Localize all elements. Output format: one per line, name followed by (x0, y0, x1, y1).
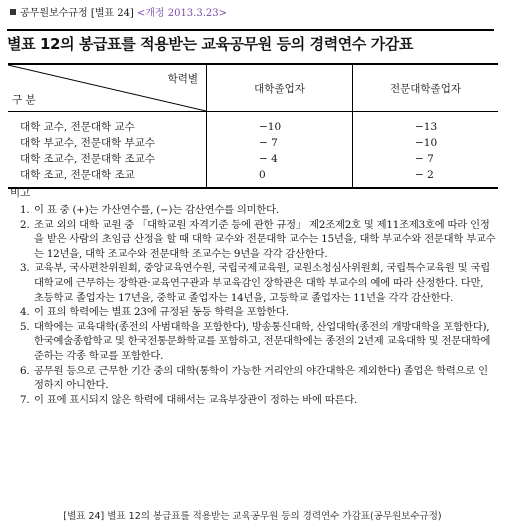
bullet-square-icon (10, 9, 16, 15)
remark-item (20, 320, 496, 364)
table-row (8, 167, 498, 188)
remark-item (20, 203, 496, 218)
remark-item (20, 305, 496, 320)
row-label: 대학 부교수, 전문대학 부교수 (8, 135, 207, 151)
remark-number: 3. (20, 262, 30, 275)
table-header-row (8, 64, 498, 112)
remarks-heading: 비고 (10, 187, 31, 199)
university-value: 0 (207, 167, 353, 188)
remark-text: 이 표의 학력에는 별표 23에 규정된 동등 학력을 포함한다. (34, 306, 289, 319)
remarks-list (20, 203, 496, 407)
college-value: − 2 (353, 167, 499, 188)
college-value: −10 (415, 137, 438, 149)
remark-text: 공무원 등으로 근무한 기간 중의 대학(통학이 가능한 거리안의 야간대학은 제외한다) 졸업은 학력으로 인정하지 아니한다. (34, 364, 488, 392)
university-value: − 4 (207, 151, 353, 167)
remark-item (20, 364, 496, 393)
remark-item (20, 218, 496, 262)
remark-number: 4. (20, 306, 30, 319)
row-label: 대학 조교, 전문대학 조교 (8, 167, 207, 188)
university-value: − 7 (207, 135, 353, 151)
remark-text: 이 표에 표시되지 않은 학력에 대해서는 교육부장관이 정하는 바에 따른다. (34, 393, 358, 406)
table-row (8, 135, 498, 151)
college-value: − 7 (415, 153, 434, 165)
remark-text: 교육부, 국사편찬위원회, 중앙교육연수원, 국립국제교육원, 교원소청심사위원회, 국립특수교육원 및 국립대학교에 근무하는 장학관·교육연구관과 부교육감인 장학관은 대학 부교수의 예에 따라 산정한다. 다만, 초등학교 졸업자는 17년을, 중학교 졸업자는 14년을, 고등학교 졸업자는 11년을 각각 감산한다. (34, 262, 490, 304)
remark-item (20, 261, 496, 305)
remark-text: 이 표 중 (+)는 가산연수를, (−)는 감산연수를 의미한다. (34, 204, 279, 216)
corner-cell (8, 64, 207, 112)
university-value: −10 (207, 112, 353, 136)
header-university-graduates: 대학졸업자 (207, 64, 353, 112)
figure-caption: [별표 24] 별표 12의 봉급표를 적용받는 교육공무원 등의 경력연수 가감표(공무원보수규정) (63, 511, 442, 522)
document-header (10, 4, 227, 19)
row-label: 대학 조교수, 전문대학 조교수 (8, 151, 207, 167)
adjustment-table (8, 63, 498, 189)
remark-number: 5. (20, 320, 30, 333)
remark-number: 2. (20, 218, 30, 231)
remark-number: 7. (20, 393, 30, 406)
college-value: −13 (415, 121, 438, 133)
revision-date: <개정 2013.3.23> (136, 8, 227, 19)
remark-number: 6. (20, 364, 30, 377)
remark-text: 조교 외의 대학 교원 중 「대학교원 자격기준 등에 관한 규정」 제2조제2호 및 제11조제3호에 따라 인정을 받은 사람의 초임급 산정을 할 때 대학 교수와 전문대학 교수는 15년을, 대학 부교수와 전문대학 부교수는 12년을, 대학 조교수와 전문대학 조교수는 9년을 각각 감산한다. (34, 218, 496, 260)
table-row (8, 151, 498, 167)
remark-item (20, 393, 496, 408)
column-axis-label: 학력별 (167, 73, 198, 85)
document-title: 별표 12의 봉급표를 적용받는 교육공무원 등의 경력연수 가감표 (7, 35, 414, 53)
header-college-graduates: 전문대학졸업자 (353, 64, 499, 112)
regulation-name: 공무원보수규정 (20, 8, 88, 19)
table-reference: [별표 24] (90, 8, 134, 19)
row-label: 대학 교수, 전문대학 교수 (8, 112, 207, 136)
row-axis-label: 구 분 (12, 94, 36, 106)
remark-text: 대학에는 교육대학(종전의 사범대학을 포함한다), 방송통신대학, 산업대학(종전의 개방대학을 포함한다), 한국예술종합학교 및 한국전통문화학교를 포함하고, 전문대학에는 종전의 2년제 교육대학 및 전문대학에 준하는 각종 학교를 포함한다. (34, 320, 491, 362)
remark-number: 1. (20, 204, 30, 216)
table-row (8, 112, 498, 136)
